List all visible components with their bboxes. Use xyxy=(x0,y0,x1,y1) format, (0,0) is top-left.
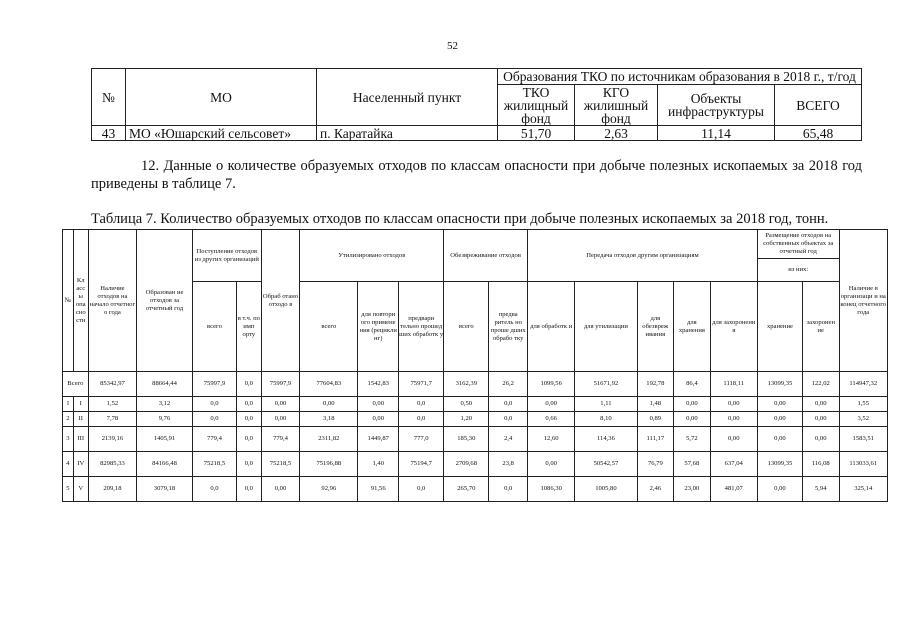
table-cell: 0,0 xyxy=(489,412,528,427)
h-received: Поступление отходов из других организаций xyxy=(192,230,261,282)
table-cell: 23,00 xyxy=(674,477,711,502)
table-cell: 2 xyxy=(63,412,74,427)
table-cell: 3079,18 xyxy=(137,477,193,502)
table-cell: 0,00 xyxy=(674,412,711,427)
h-received-import: в т.ч. по имп орту xyxy=(236,282,261,372)
table-cell: 8,10 xyxy=(575,412,637,427)
table-cell: 75997,9 xyxy=(261,372,300,397)
h-place-store: хранение xyxy=(757,282,802,372)
table-cell: 637,04 xyxy=(710,452,757,477)
table-cell: 265,70 xyxy=(444,477,489,502)
table-cell: 0,89 xyxy=(637,412,674,427)
h-class: Кл асс ы опа сно сти xyxy=(73,230,88,372)
table-cell: 0,00 xyxy=(261,477,300,502)
table-cell: 4 xyxy=(63,452,74,477)
table-cell: 0,0 xyxy=(399,412,444,427)
h-received-all: всего xyxy=(192,282,236,372)
table-cell: 92,96 xyxy=(300,477,358,502)
table-cell: 0,0 xyxy=(236,477,261,502)
table-cell: 86,4 xyxy=(674,372,711,397)
table-cell: 1 xyxy=(63,397,74,412)
col-settlement: Населенный пункт xyxy=(317,69,498,126)
table-cell: 1086,30 xyxy=(528,477,575,502)
table-cell: 7,78 xyxy=(88,412,136,427)
table-cell: 2311,82 xyxy=(300,427,358,452)
table-cell: 0,0 xyxy=(399,397,444,412)
table-cell: 185,30 xyxy=(444,427,489,452)
table-cell: 13099,35 xyxy=(757,372,802,397)
table-cell: 57,68 xyxy=(674,452,711,477)
table-cell: 0,00 xyxy=(528,397,575,412)
table-cell: Всего xyxy=(63,372,89,397)
table-cell: 1449,87 xyxy=(358,427,399,452)
table-cell: 3162,39 xyxy=(444,372,489,397)
table-cell: 325,14 xyxy=(839,477,887,502)
table-cell: 76,79 xyxy=(637,452,674,477)
h-transfer-store: для хранения xyxy=(674,282,711,372)
col-group: Образования ТКО по источникам образования в 2018 г., т/год xyxy=(498,69,862,85)
table-cell: 3,52 xyxy=(839,412,887,427)
table-cell: V xyxy=(73,477,88,502)
cell: 51,70 xyxy=(498,126,575,141)
col-tko: ТКО жилищный фонд xyxy=(498,85,575,126)
table-cell: 1005,80 xyxy=(575,477,637,502)
table-cell: 2709,68 xyxy=(444,452,489,477)
h-end: Наличие в организаци и на конец отчетного года xyxy=(839,230,887,372)
h-transfer-neut: для обезвреж ивания xyxy=(637,282,674,372)
table-cell: 0,0 xyxy=(192,412,236,427)
table-cell: 779,4 xyxy=(261,427,300,452)
table-cell: 0,00 xyxy=(261,397,300,412)
table-cell: 192,78 xyxy=(637,372,674,397)
h-start: Наличие отходов на начало отчетног о года xyxy=(88,230,136,372)
table-cell: 0,00 xyxy=(757,427,802,452)
table-cell: 82985,33 xyxy=(88,452,136,477)
h-place-bury: захоронен ие xyxy=(803,282,840,372)
col-total: ВСЕГО xyxy=(775,85,862,126)
table-cell: 209,18 xyxy=(88,477,136,502)
table-row xyxy=(63,477,888,502)
table-cell: 114947,32 xyxy=(839,372,887,397)
h-transfer: Передача отходов другим организациям xyxy=(528,230,758,282)
table-cell: 5 xyxy=(63,477,74,502)
table-row xyxy=(63,397,888,412)
table-cell: 2139,16 xyxy=(88,427,136,452)
table-cell: 0,0 xyxy=(399,477,444,502)
table-cell: 12,60 xyxy=(528,427,575,452)
table-cell: 91,56 xyxy=(358,477,399,502)
h-utilized-pre: предвари тельно прошед ших обработк у xyxy=(399,282,444,372)
cell: 65,48 xyxy=(775,126,862,141)
table-cell: 0,00 xyxy=(710,427,757,452)
table-cell: 75971,7 xyxy=(399,372,444,397)
table-cell: 75194,7 xyxy=(399,452,444,477)
table-cell: 113033,61 xyxy=(839,452,887,477)
table-row xyxy=(63,452,888,477)
table-cell: 0,00 xyxy=(757,397,802,412)
table-cell: 111,17 xyxy=(637,427,674,452)
table-cell: 0,0 xyxy=(489,477,528,502)
h-neutral-pre: предва ритель но проше дших обрабо тку xyxy=(489,282,528,372)
table-cell: 1,52 xyxy=(88,397,136,412)
table-cell: 13099,35 xyxy=(757,452,802,477)
table-cell: 0,0 xyxy=(236,397,261,412)
h-transfer-proc: для обработк и xyxy=(528,282,575,372)
table-cell: 0,00 xyxy=(674,397,711,412)
table-7-caption: Таблица 7. Количество образуемых отходов по классам опасности при добыче полезных ископаемых за 2018 год, тонн. xyxy=(91,211,829,227)
h-transfer-bury: для захоронени я xyxy=(710,282,757,372)
table-cell: 481,07 xyxy=(710,477,757,502)
table-cell: 2,4 xyxy=(489,427,528,452)
paragraph-12: 12. Данные о количестве образуемых отходов по классам опасности при добыче полезных ископаемых за 2018 год приведены в таблице 7. xyxy=(91,158,862,192)
table-cell: 2,46 xyxy=(637,477,674,502)
table-cell: 0,50 xyxy=(444,397,489,412)
table-cell: 1,48 xyxy=(637,397,674,412)
col-mo: МО xyxy=(126,69,317,126)
table-cell: 116,08 xyxy=(803,452,840,477)
table-cell: 26,2 xyxy=(489,372,528,397)
table-cell: 122,02 xyxy=(803,372,840,397)
table-cell: 50542,57 xyxy=(575,452,637,477)
table-cell: 779,4 xyxy=(192,427,236,452)
h-formed: Образован ие отходов за отчетный год xyxy=(137,230,193,372)
table-cell: 1,40 xyxy=(358,452,399,477)
table-cell: 0,00 xyxy=(803,397,840,412)
table-cell: 51671,92 xyxy=(575,372,637,397)
table-cell: 3,12 xyxy=(137,397,193,412)
table-cell: 0,00 xyxy=(757,412,802,427)
h-utilized-reuse: для повтори ого примене ния (рецикли нг) xyxy=(358,282,399,372)
table-cell: 0,0 xyxy=(236,372,261,397)
waste-sources-table xyxy=(91,68,862,141)
h-processed: Обраб отано отходо в xyxy=(261,230,300,372)
table-cell: 1542,83 xyxy=(358,372,399,397)
table-cell: 114,36 xyxy=(575,427,637,452)
table-cell: 23,8 xyxy=(489,452,528,477)
table-cell: 0,0 xyxy=(489,397,528,412)
table-cell: 77604,83 xyxy=(300,372,358,397)
table-cell: 75196,88 xyxy=(300,452,358,477)
table-cell: 1099,56 xyxy=(528,372,575,397)
col-no: № xyxy=(92,69,126,126)
table-row xyxy=(63,427,888,452)
h-placement: Размещение отходов на собственных объектах за отчетный год xyxy=(757,230,839,259)
table-cell: 0,00 xyxy=(757,477,802,502)
table-cell: 0,00 xyxy=(300,397,358,412)
table-cell: 75218,5 xyxy=(192,452,236,477)
table-cell: 0,00 xyxy=(710,397,757,412)
h-no: № xyxy=(63,230,74,372)
table-cell: 0,66 xyxy=(528,412,575,427)
table-row xyxy=(63,412,888,427)
table-row xyxy=(63,372,888,397)
table-cell: 3,18 xyxy=(300,412,358,427)
cell: 11,14 xyxy=(658,126,775,141)
table-cell: 0,00 xyxy=(528,452,575,477)
table-cell: 1,11 xyxy=(575,397,637,412)
table-cell: 777,0 xyxy=(399,427,444,452)
table-cell: 1118,11 xyxy=(710,372,757,397)
table-cell: 84166,48 xyxy=(137,452,193,477)
h-placement-of: из них: xyxy=(757,259,839,282)
table-cell: 0,0 xyxy=(236,412,261,427)
table-cell: 75218,5 xyxy=(261,452,300,477)
table-cell: 0,00 xyxy=(358,412,399,427)
table-cell: 0,0 xyxy=(236,452,261,477)
table-cell: 85342,97 xyxy=(88,372,136,397)
h-transfer-util: для утилизации xyxy=(575,282,637,372)
table-cell: 0,0 xyxy=(192,397,236,412)
h-neutral-all: всего xyxy=(444,282,489,372)
table-cell: 1583,51 xyxy=(839,427,887,452)
page-number: 52 xyxy=(447,40,458,52)
table-cell: 3 xyxy=(63,427,74,452)
table-cell: 0,0 xyxy=(236,427,261,452)
table-cell: 1405,91 xyxy=(137,427,193,452)
table-cell: 0,00 xyxy=(803,412,840,427)
cell: 2,63 xyxy=(575,126,658,141)
table-cell: 5,94 xyxy=(803,477,840,502)
h-utilized-all: всего xyxy=(300,282,358,372)
table-cell: III xyxy=(73,427,88,452)
h-utilized: Утилизировано отходов xyxy=(300,230,444,282)
table-cell: II xyxy=(73,412,88,427)
table-cell: 0,00 xyxy=(710,412,757,427)
col-infra: Объекты инфраструктуры xyxy=(658,85,775,126)
table-cell: 0,00 xyxy=(803,427,840,452)
table-cell: 0,00 xyxy=(261,412,300,427)
table-cell: 1,20 xyxy=(444,412,489,427)
table-cell: I xyxy=(73,397,88,412)
table-cell: 1,55 xyxy=(839,397,887,412)
table-cell: 5,72 xyxy=(674,427,711,452)
cell: МО «Юшарский сельсовет» xyxy=(126,126,317,141)
cell: 43 xyxy=(92,126,126,141)
table-cell: 0,00 xyxy=(358,397,399,412)
h-neutralized: Обезвреживание отходов xyxy=(444,230,528,282)
table-cell: 0,0 xyxy=(192,477,236,502)
table-cell: IV xyxy=(73,452,88,477)
col-kgo: КГО жилишный фонд xyxy=(575,85,658,126)
table-cell: 9,76 xyxy=(137,412,193,427)
cell: п. Каратайка xyxy=(317,126,498,141)
table-cell: 88664,44 xyxy=(137,372,193,397)
table-cell: 75997,9 xyxy=(192,372,236,397)
hazard-class-table xyxy=(62,229,888,502)
